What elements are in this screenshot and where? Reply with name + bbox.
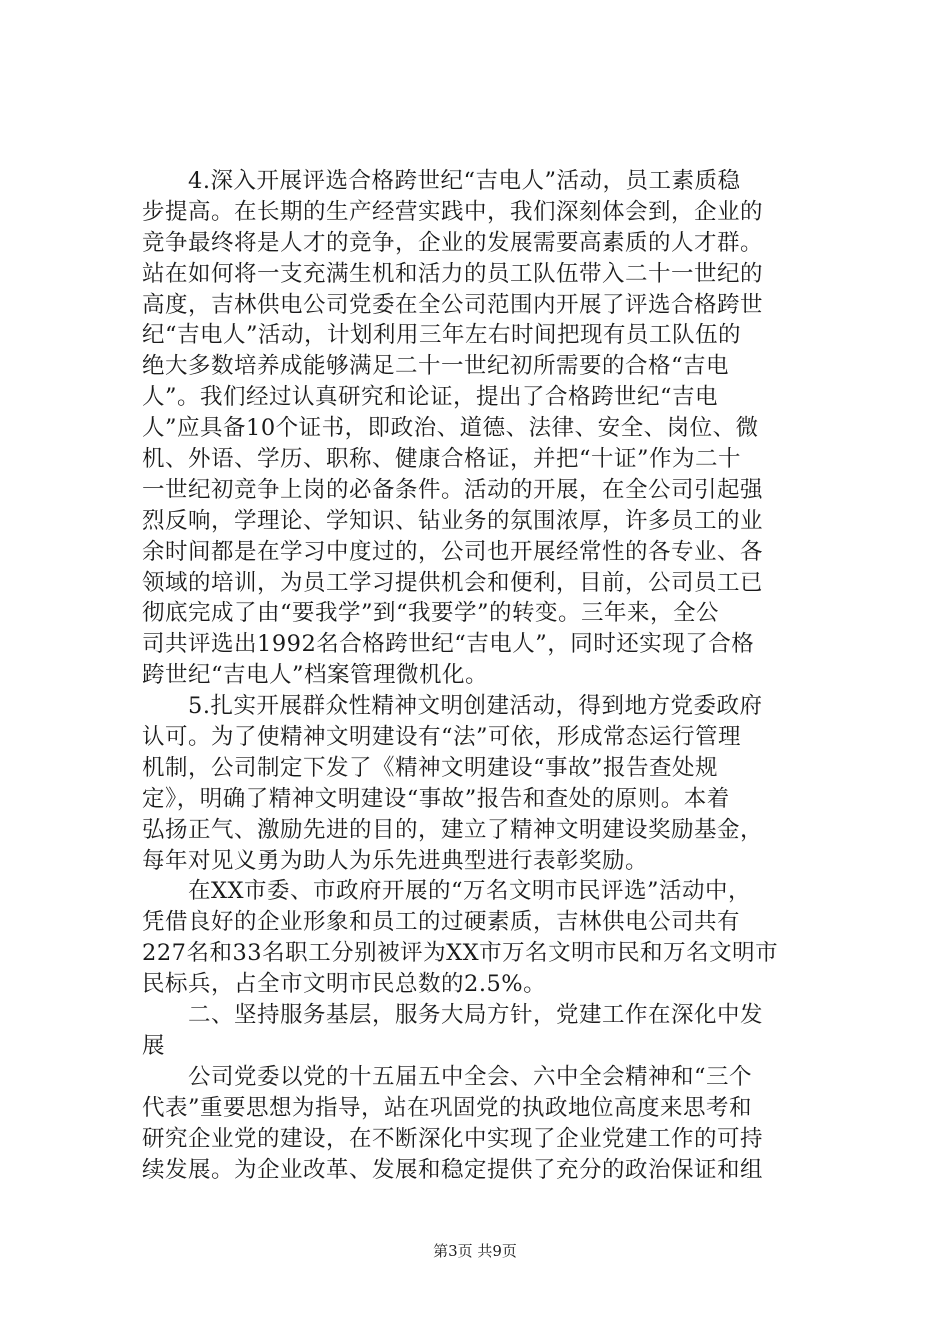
text-line: 5.扎实开展群众性精神文明创建活动，得到地方党委政府	[142, 693, 763, 720]
text-line: 纪“吉电人”活动，计划利用三年左右时间把现有员工队伍的	[142, 322, 742, 349]
text-line: 余时间都是在学习中度过的，公司也开展经常性的各专业、各	[142, 538, 764, 565]
text-line: 彻底完成了由“要我学”到“我要学”的转变。三年来，全公	[142, 600, 720, 627]
text-line: 续发展。为企业改革、发展和稳定提供了充分的政治保证和组	[142, 1156, 764, 1183]
section-heading: 展	[142, 1032, 166, 1059]
text-line: 人”。我们经过认真研究和论证，提出了合格跨世纪“吉电	[142, 384, 719, 411]
text-line: 机、外语、学历、职称、健康合格证，并把“十证”作为二十	[142, 446, 742, 473]
text-line: 代表”重要思想为指导，站在巩固党的执政地位高度来思考和	[142, 1094, 753, 1121]
text-line: 站在如何将一支充满生机和活力的员工队伍带入二十一世纪的	[142, 260, 764, 287]
text-line: 在XX市委、市政府开展的“万名文明市民评选”活动中，	[142, 878, 752, 905]
text-line: 烈反响，学理论、学知识、钻业务的氛围浓厚，许多员工的业	[142, 507, 764, 534]
text-line: 高度，吉林供电公司党委在全公司范围内开展了评选合格跨世	[142, 291, 764, 318]
text-line: 绝大多数培养成能够满足二十一世纪初所需要的合格“吉电	[142, 353, 730, 380]
text-line: 认可。为了使精神文明建设有“法”可依，形成常态运行管理	[142, 724, 742, 751]
text-line: 研究企业党的建设，在不断深化中实现了企业党建工作的可持	[142, 1125, 764, 1152]
text-line: 定》，明确了精神文明建设“事故”报告和查处的原则。本着	[142, 785, 730, 812]
text-line: 步提高。在长期的生产经营实践中，我们深刻体会到，企业的	[142, 198, 764, 225]
text-line: 领域的培训，为员工学习提供机会和便利，目前，公司员工已	[142, 569, 764, 596]
text-line: 竞争最终将是人才的竞争，企业的发展需要高素质的人才群。	[142, 229, 764, 256]
text-line: 每年对见义勇为助人为乐先进典型进行表彰奖励。	[142, 847, 649, 874]
text-line: 民标兵，占全市文明市民总数的2.5%。	[142, 971, 547, 998]
text-line: 227名和33名职工分别被评为XX市万名文明市民和万名文明市	[142, 940, 779, 967]
text-line: 公司党委以党的十五届五中全会、六中全会精神和“三个	[142, 1063, 753, 1090]
text-line: 跨世纪“吉电人”档案管理微机化。	[142, 662, 489, 689]
text-line: 人”应具备10个证书，即政治、道德、法律、安全、岗位、微	[142, 415, 759, 442]
text-line: 司共评选出1992名合格跨世纪“吉电人”，同时还实现了合格	[142, 631, 755, 658]
text-line: 弘扬正气、激励先进的目的，建立了精神文明建设奖励基金，	[142, 816, 764, 843]
section-heading: 二、坚持服务基层，服务大局方针，党建工作在深化中发	[142, 1002, 764, 1029]
document-body	[142, 166, 832, 1185]
text-line: 凭借良好的企业形象和员工的过硬素质，吉林供电公司共有	[142, 909, 741, 936]
text-line: 一世纪初竞争上岗的必备条件。活动的开展，在全公司引起强	[142, 476, 764, 503]
text-line: 机制，公司制定下发了《精神文明建设“事故”报告查处规	[142, 754, 719, 781]
text-line: 4.深入开展评选合格跨世纪“吉电人”活动，员工素质稳	[142, 168, 741, 194]
page-number-footer: 第3页 共9页	[433, 1242, 517, 1260]
